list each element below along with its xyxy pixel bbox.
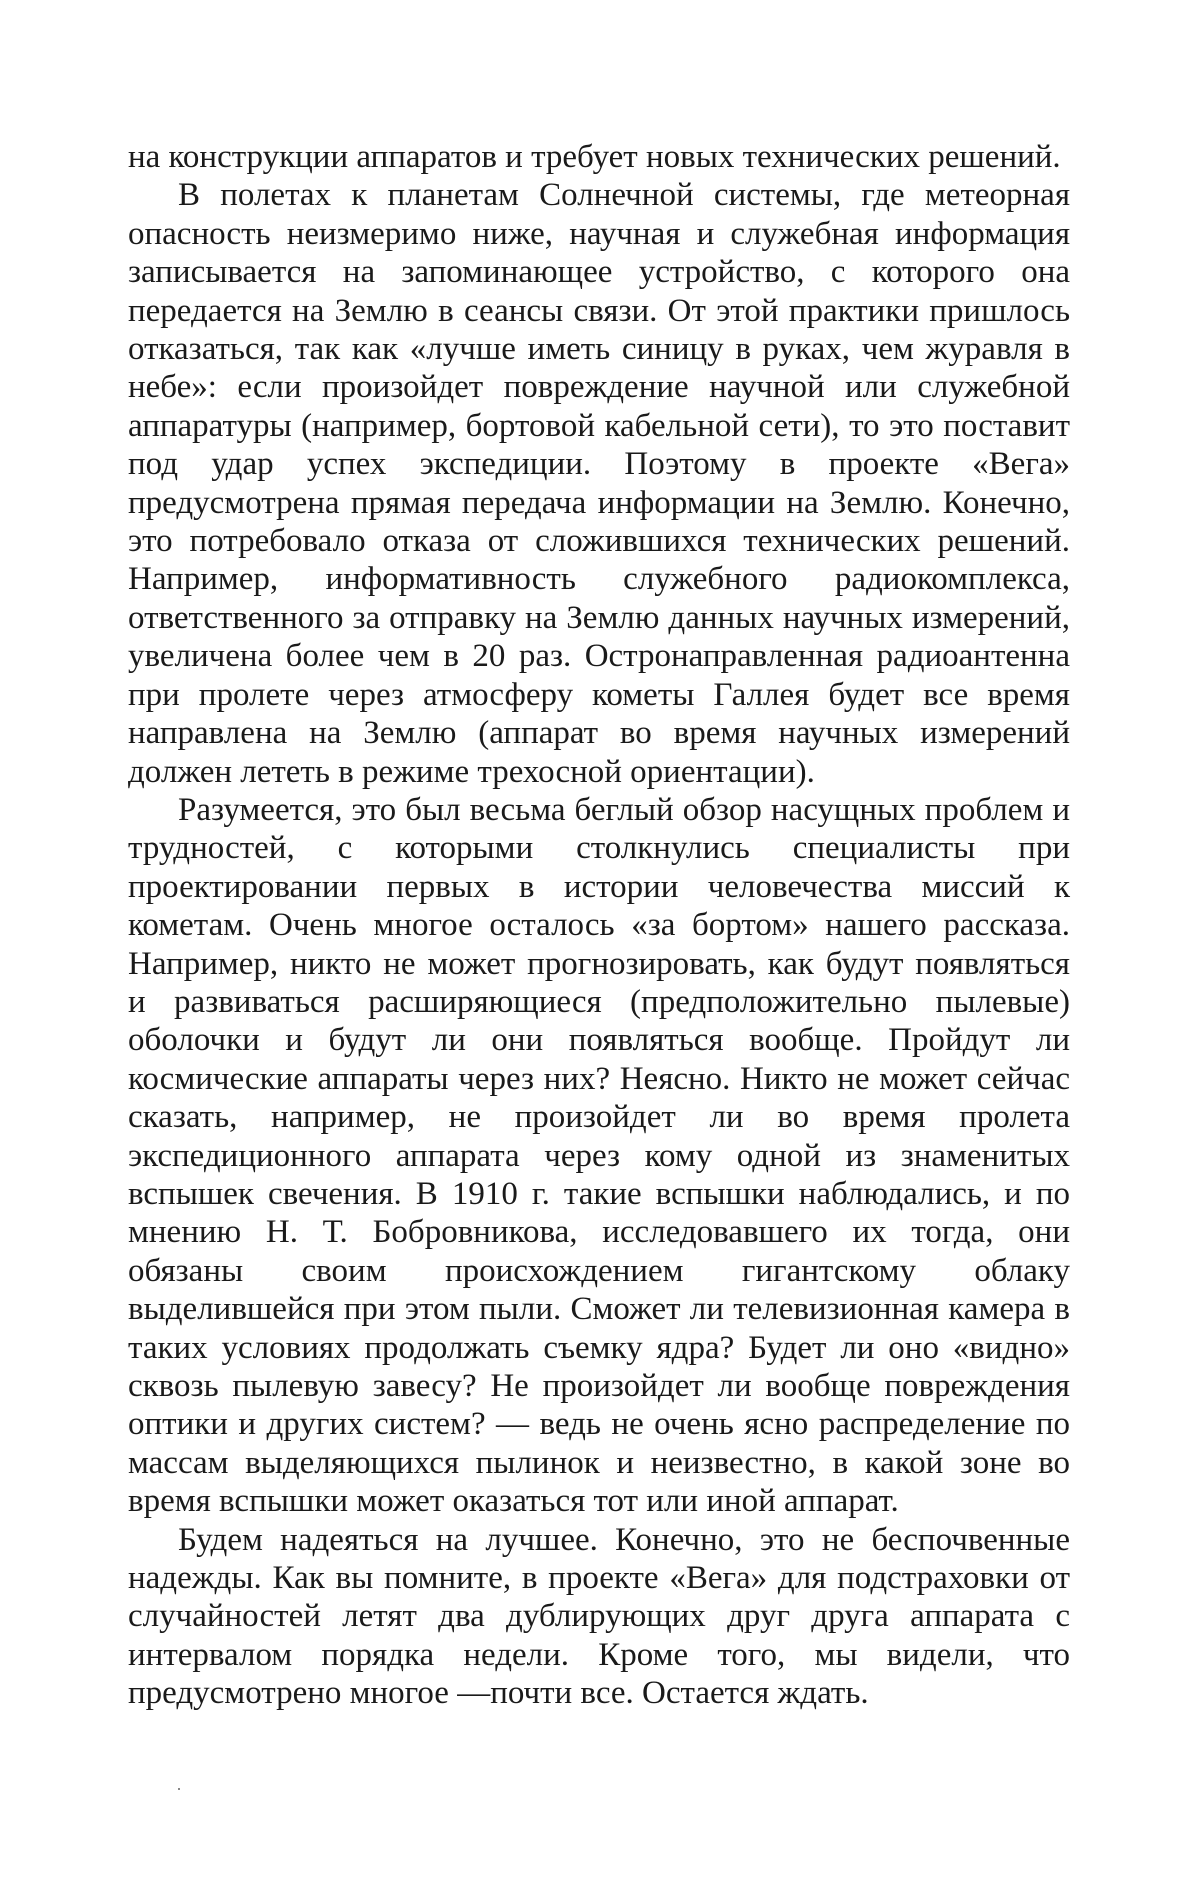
paragraph-overview-problems: Разумеется, это был весьма беглый обзор насущных проблем и трудностей, с которыми столкнулись специалисты при проектировании первых в истории человечества миссий к кометам. Очень многое осталось «за бортом» нашего рассказа. Например, никто не может прогнозировать, как будут появляться и развиваться расширяющиеся (предположительно пылевые) оболочки и будут ли они появляться вообще. Пройдут ли космические аппараты через них? Неясно. Никто не может сейчас сказать, например, не произойдет ли во время пролета экспедиционного аппарата через кому одной из знаменитых вспышек свечения. В 1910 г. такие вспышки наблюдались, и по мнению Н. Т. Бобровникова, исследовавшего их тогда, они обязаны своим происхождением гигантскому облаку выделившейся при этом пыли. Сможет ли телевизионная камера в таких условиях продолжать съемку ядра? Будет ли оно «видно» сквозь пылевую завесу? Не произойдет ли вообще повреждения оптики и других систем? — ведь не очень ясно распределение по массам выделяющихся пылинок и неизвестно, в какой зоне во время вспышки может оказаться тот или иной аппарат.	[128, 791, 1070, 1521]
paragraph-continuation: на конструкции аппаратов и требует новых технических решений.	[128, 138, 1070, 176]
scan-speck	[178, 1788, 180, 1790]
paragraph-planetary-flights: В полетах к планетам Солнечной системы, где метеорная опасность неизмеримо ниже, научная и служебная информация записывается на запоминающее устройство, с которого она передается на Землю в сеансы связи. От этой практики пришлось отказаться, так как «лучше иметь синицу в руках, чем журавля в небе»: если произойдет повреждение научной или служебной аппаратуры (например, бортовой кабельной сети), то это поставит под удар успех экспедиции. Поэтому в проекте «Вега» предусмотрена прямая передача информации на Землю. Конечно, это потребовало отказа от сложившихся технических решений. Например, информативность служебного радиокомплекса, ответственного за отправку на Землю данных научных измерений, увеличена более чем в 20 раз. Остронаправленная радиоантенна при пролете через атмосферу кометы Галлея будет все время направлена на Землю (аппарат во время научных измерений должен лететь в режиме трехосной ориентации).	[128, 176, 1070, 791]
paragraph-hope: Будем надеяться на лучшее. Конечно, это не беспочвенные надежды. Как вы помните, в проекте «Вега» для подстраховки от случайностей летят два дублирующих друг друга аппарата с интервалом порядка недели. Кроме того, мы видели, что предусмотрено многое —почти все. Остается ждать.	[128, 1521, 1070, 1713]
page-text	[128, 138, 1070, 1713]
